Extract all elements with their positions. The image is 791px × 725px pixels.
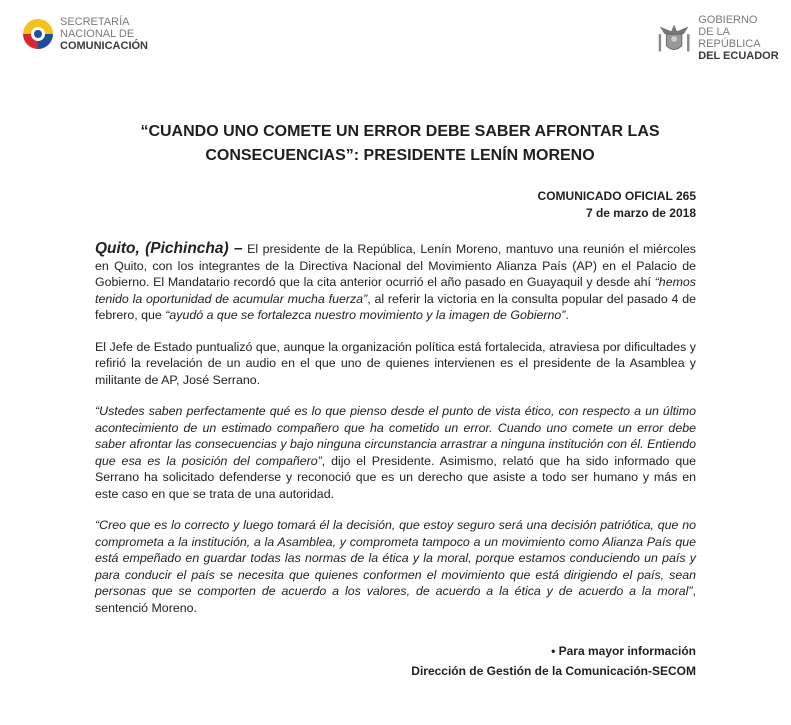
gobierno-logo-line3: DEL ECUADOR xyxy=(698,50,779,62)
paragraph-1 xyxy=(95,241,696,324)
quote-2: “ayudó a que se fortalezca nuestro movimiento y la imagen de Gobierno” xyxy=(165,308,566,322)
gobierno-logo-line2: DE LA REPÚBLICA xyxy=(698,26,761,50)
quote-3: “Ustedes saben perfectamente qué es lo que pienso desde el punto de vista ético, con respecto a un último acontecimiento de un estimado compañero que ha cometido un error. Cuando uno comete un error debe saber afrontar las consecuencias y bajo ninguna circunstancia arrastrar a ninguna institución con él. Entiendo que esa es la posición del compañero” xyxy=(95,404,696,468)
press-release-body xyxy=(95,241,696,631)
paragraph-4-text: , sentenció Moreno. xyxy=(95,584,696,615)
press-release-title xyxy=(120,120,680,168)
paragraph-2: El Jefe de Estado puntualizó que, aunque la organización política está fortalecida, atraviesa por dificultades y refirió la revelación de un audio en el que uno de quienes intervienen es el presidente de la Asamblea y militante de AP, José Serrano. xyxy=(95,339,696,387)
communique-info xyxy=(538,188,696,222)
secom-logo-line3: COMUNICACIÓN xyxy=(60,40,148,52)
ecuador-coat-of-arms-icon xyxy=(652,17,696,59)
secom-logo xyxy=(20,16,148,52)
communique-label: COMUNICADO OFICIAL 265 xyxy=(537,189,696,203)
title-line-1: “CUANDO UNO COMETE UN ERROR DEBE SABER AFRONTAR LAS xyxy=(140,123,660,140)
secom-logo-line1: SECRETARÍA xyxy=(60,16,130,28)
paragraph-1-text-c: . xyxy=(565,308,569,322)
contact-footer xyxy=(411,641,696,681)
more-info-line: • Para mayor información xyxy=(551,644,696,658)
dateline: Quito, (Pichincha) – xyxy=(95,240,243,257)
quote-1: “hemos tenido la oportunidad de acumular mucha fuerza” xyxy=(95,275,696,306)
secom-logo-line2: NACIONAL DE xyxy=(60,28,135,40)
communique-date: 7 de marzo de 2018 xyxy=(585,206,696,220)
quote-4: “Creo que es lo correcto y luego tomará él la decisión, que estoy seguro será una decisión patriótica, que no comprometa a la institución, a la Asamblea, y comprometa tampoco a un movimiento como Alianza País que está empeñado en guardar todas las normas de la ética y la moral, porque estamos conduciendo un país y para conducir el país se necesita que quienes conformen el movimiento que está dirigiendo el país, sean personas que se comporten de acuerdo a los valores, de acuerdo a la ética y de acuerdo a la moral” xyxy=(95,518,696,598)
gobierno-logo-line1: GOBIERNO xyxy=(698,14,758,26)
paragraph-3 xyxy=(95,403,696,502)
paragraph-1-text-b: , al referir la victoria en la consulta popular del pasado 4 de febrero, que xyxy=(95,291,696,322)
title-line-2: CONSECUENCIAS”: PRESIDENTE LENÍN MORENO xyxy=(205,147,595,164)
secom-emblem-icon xyxy=(20,16,56,52)
paragraph-3-text: , dijo el Presidente. Asimismo, relató que ha sido informado que Serrano ha solicitado defenderse y reconoció que es un derecho que asiste a todo ser humano y más en este caso en que se trata de una autoridad. xyxy=(95,453,696,501)
secom-direction-line: Dirección de Gestión de la Comunicación-SECOM xyxy=(411,664,696,678)
paragraph-4 xyxy=(95,517,696,616)
gobierno-logo xyxy=(652,14,791,62)
paragraph-1-text-a: El presidente de la República, Lenín Moreno, mantuvo una reunión el miércoles en Quito, con los integrantes de la Directiva Nacional del Movimiento Alianza País (AP) en el Palacio de Gobierno. El Mandatario recordó que la cita anterior ocurrió el año pasado en Guayaquil y desde ahí xyxy=(95,242,696,289)
